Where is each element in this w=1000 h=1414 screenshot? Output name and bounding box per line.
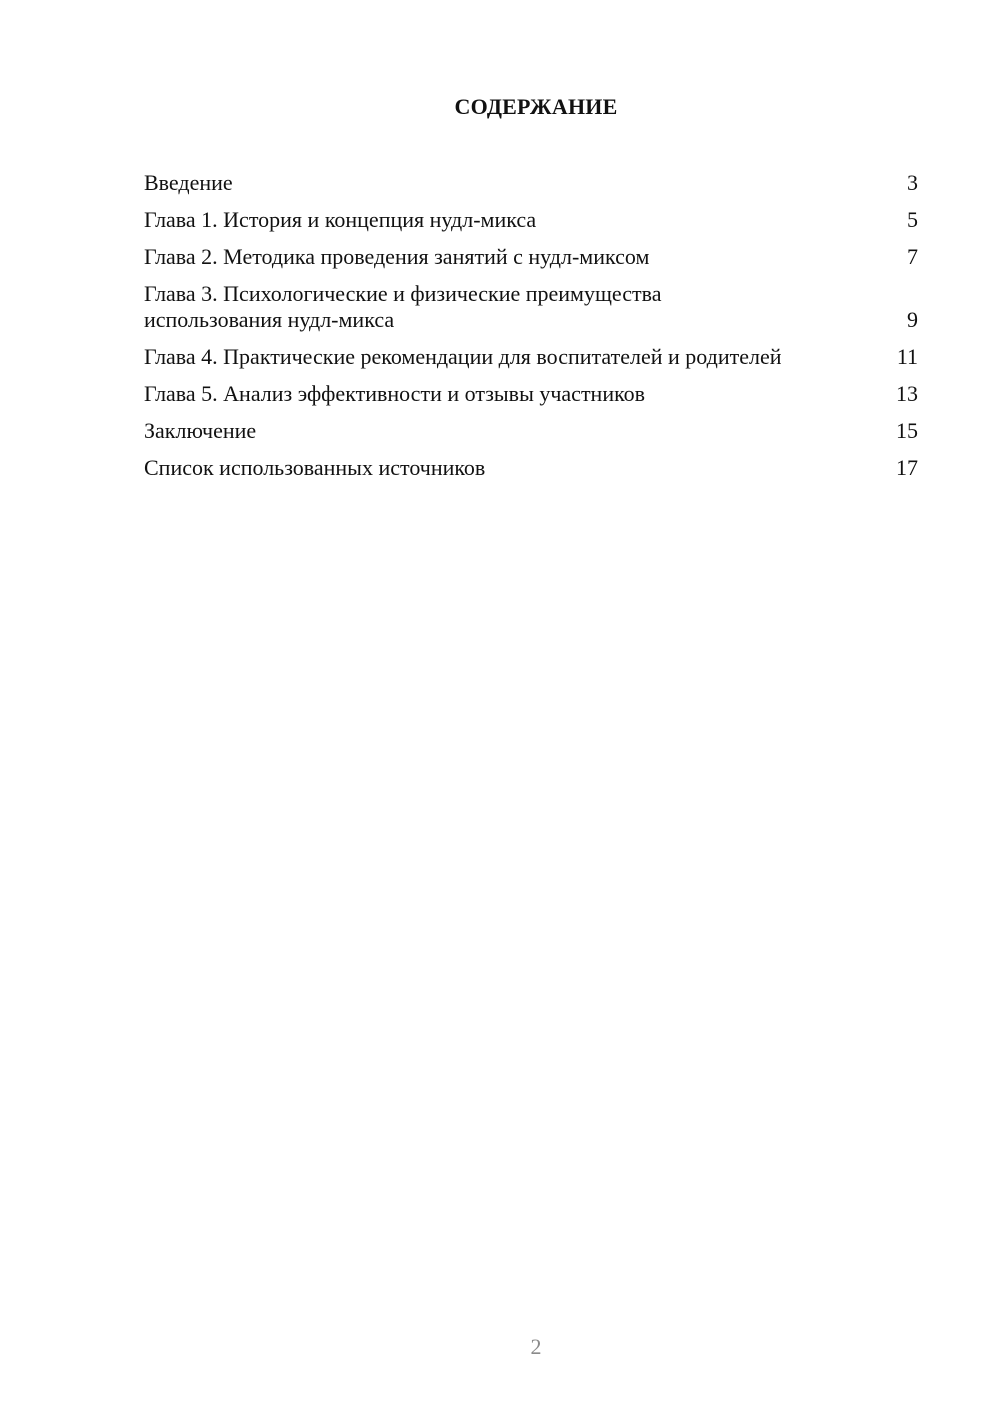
toc-entry <box>144 170 918 196</box>
toc-entry-page: 13 <box>896 381 918 406</box>
toc-entry-page: 7 <box>907 244 918 269</box>
toc-entry-page: 15 <box>896 418 918 443</box>
toc-entry <box>144 455 918 481</box>
toc-entry-label: Глава 4. Практические рекомендации для воспитателей и родителей <box>144 344 782 369</box>
toc-entry-label: Список использованных источников <box>144 455 486 480</box>
toc-entry-label: Глава 5. Анализ эффективности и отзывы участников <box>144 381 646 406</box>
toc-entry <box>144 418 918 444</box>
toc-entry-label: Глава 2. Методика проведения занятий с нудл-миксом <box>144 244 650 269</box>
page-number: 2 <box>530 1334 542 1359</box>
page-title: СОДЕРЖАНИЕ <box>454 94 618 119</box>
toc-entry <box>144 207 918 233</box>
toc-entry-page: 3 <box>907 170 918 195</box>
toc-entry <box>144 244 918 270</box>
toc-entry-label: Глава 1. История и концепция нудл-микса <box>144 207 537 232</box>
toc-entry-page: 11 <box>896 344 918 369</box>
toc-entry-label: Заключение <box>144 418 257 443</box>
toc-entry-label: Глава 3. Психологические и физические преимущества использования нудл-микса <box>144 281 662 332</box>
toc-entry <box>144 381 918 407</box>
toc-entry <box>144 344 918 370</box>
toc-entry-page: 17 <box>896 455 918 480</box>
toc-entry-label: Введение <box>144 170 233 195</box>
toc-entry-page: 5 <box>907 207 918 232</box>
toc-entry-page: 9 <box>907 307 918 332</box>
toc-entry <box>144 281 918 333</box>
table-of-contents <box>144 170 918 492</box>
